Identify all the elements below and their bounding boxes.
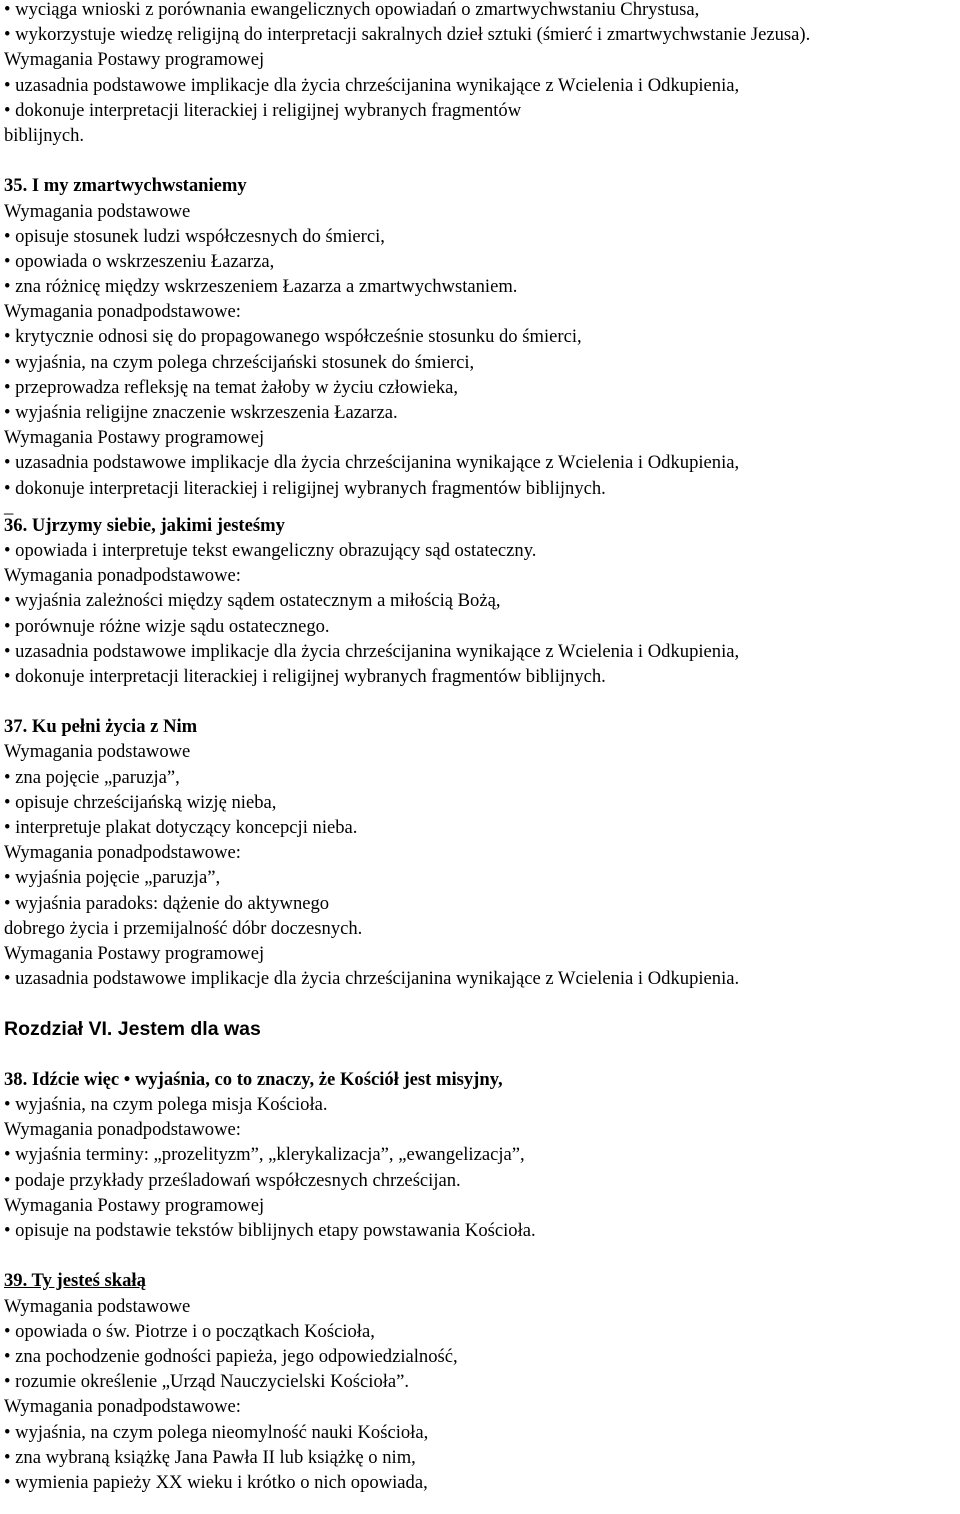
document-body xyxy=(4,0,954,1495)
bullet-item: • wyjaśnia, na czym polega chrześcijański stosunek do śmierci, xyxy=(4,351,475,373)
requirements-label: Wymagania podstawowe xyxy=(4,741,191,763)
bullet-item: • wymienia papieży XX wieku i krótko o nich opowiada, xyxy=(4,1471,428,1493)
section-heading: 35. I my zmartwychwstaniemy xyxy=(4,175,247,197)
bullet-item: • uzasadnia podstawowe implikacje dla życia chrześcijanina wynikające z Wcielenia i Odkupienia. xyxy=(4,968,740,990)
bullet-item: • opowiada i interpretuje tekst ewangeliczny obrazujący sąd ostateczny. xyxy=(4,539,537,561)
bullet-item: • wyciąga wnioski z porównania ewangelicznych opowiadań o zmartwychwstaniu Chrystusa, xyxy=(4,0,700,20)
bullet-item: • dokonuje interpretacji literackiej i religijnej wybranych fragmentów biblijnych. xyxy=(4,665,606,687)
bullet-item: • uzasadnia podstawowe implikacje dla życia chrześcijanina wynikające z Wcielenia i Odkupienia, xyxy=(4,640,740,662)
requirements-label: Wymagania podstawowe xyxy=(4,200,191,222)
requirements-label: Wymagania ponadpodstawowe: xyxy=(4,565,241,587)
bullet-item: • opisuje stosunek ludzi współczesnych do śmierci, xyxy=(4,225,385,247)
text-line: _ xyxy=(4,495,14,517)
blank-line xyxy=(4,689,954,714)
bullet-item: • zna pojęcie „paruzja”, xyxy=(4,766,180,788)
bullet-item: • zna wybraną książkę Jana Pawła II lub książkę o nim, xyxy=(4,1446,416,1468)
bullet-item: • dokonuje interpretacji literackiej i religijnej wybranych fragmentów xyxy=(4,99,522,121)
requirements-label: Wymagania ponadpodstawowe: xyxy=(4,1119,241,1141)
bullet-item: • zna pochodzenie godności papieża, jego odpowiedzialność, xyxy=(4,1345,458,1367)
bullet-item: • wyjaśnia zależności między sądem ostatecznym a miłością Bożą, xyxy=(4,590,501,612)
requirements-label: Wymagania ponadpodstawowe: xyxy=(4,1396,241,1418)
bullet-item: • rozumie określenie „Urząd Nauczycielski Kościoła”. xyxy=(4,1371,410,1393)
requirements-label: Wymagania Postawy programowej xyxy=(4,942,265,964)
bullet-item: • przeprowadza refleksję na temat żałoby w życiu człowieka, xyxy=(4,376,459,398)
bullet-item: • opowiada o wskrzeszeniu Łazarza, xyxy=(4,250,275,272)
bullet-item: • wyjaśnia religijne znaczenie wskrzeszenia Łazarza. xyxy=(4,402,398,423)
bullet-item: • opisuje chrześcijańską wizję nieba, xyxy=(4,791,277,813)
text-line: dobrego życia i przemijalność dóbr doczesnych. xyxy=(4,917,363,939)
section-heading: 39. Ty jesteś skałą xyxy=(4,1270,146,1292)
bullet-item: • interpretuje plakat dotyczący koncepcji nieba. xyxy=(4,817,358,838)
blank-line xyxy=(4,148,954,173)
bullet-item: • wyjaśnia, na czym polega misja Kościoła. xyxy=(4,1094,328,1116)
bullet-item: • wyjaśnia terminy: „prozelityzm”, „klerykalizacja”, „ewangelizacja”, xyxy=(4,1144,525,1166)
bullet-item: • wykorzystuje wiedzę religijną do interpretacji sakralnych dzieł sztuki (śmierć i zmartwychwstanie Jezusa). xyxy=(4,24,811,46)
bullet-item: • podaje przykłady prześladowań współczesnych chrześcijan. xyxy=(4,1169,461,1191)
requirements-label: Wymagania Postawy programowej xyxy=(4,1194,265,1216)
blank-line xyxy=(4,991,954,1016)
section-heading: 37. Ku pełni życia z Nim xyxy=(4,716,198,738)
section-heading: 38. Idźcie więc • wyjaśnia, co to znaczy, że Kościół jest misyjny, xyxy=(4,1068,503,1090)
chapter-heading: Rozdział VI. Jestem dla was xyxy=(4,1017,261,1040)
blank-line xyxy=(4,1042,954,1067)
requirements-label: Wymagania ponadpodstawowe: xyxy=(4,842,241,864)
bullet-item: • wyjaśnia, na czym polega nieomylność nauki Kościoła, xyxy=(4,1421,429,1443)
bullet-item: • zna różnicę między wskrzeszeniem Łazarza a zmartwychwstaniem. xyxy=(4,276,518,298)
bullet-item: • wyjaśnia paradoks: dążenie do aktywnego xyxy=(4,892,330,914)
bullet-item: • uzasadnia podstawowe implikacje dla życia chrześcijanina wynikające z Wcielenia i Odkupienia, xyxy=(4,74,740,96)
bullet-item: • opowiada o św. Piotrze i o początkach Kościoła, xyxy=(4,1320,375,1342)
requirements-label: Wymagania podstawowe xyxy=(4,1295,191,1317)
bullet-item: • dokonuje interpretacji literackiej i religijnej wybranych fragmentów biblijnych. xyxy=(4,477,606,499)
section-heading: 36. Ujrzymy siebie, jakimi jesteśmy xyxy=(4,514,285,536)
requirements-label: Wymagania Postawy programowej xyxy=(4,49,265,71)
bullet-item: • wyjaśnia pojęcie „paruzja”, xyxy=(4,867,221,889)
blank-line xyxy=(4,1243,954,1268)
bullet-item: • krytycznie odnosi się do propagowanego współcześnie stosunku do śmierci, xyxy=(4,326,582,348)
bullet-item: • porównuje różne wizje sądu ostatecznego. xyxy=(4,615,330,637)
requirements-label: Wymagania Postawy programowej xyxy=(4,427,265,449)
text-line: biblijnych. xyxy=(4,124,85,146)
bullet-item: • uzasadnia podstawowe implikacje dla życia chrześcijanina wynikające z Wcielenia i Odkupienia, xyxy=(4,452,740,474)
requirements-label: Wymagania ponadpodstawowe: xyxy=(4,301,241,323)
bullet-item: • opisuje na podstawie tekstów biblijnych etapy powstawania Kościoła. xyxy=(4,1220,536,1241)
